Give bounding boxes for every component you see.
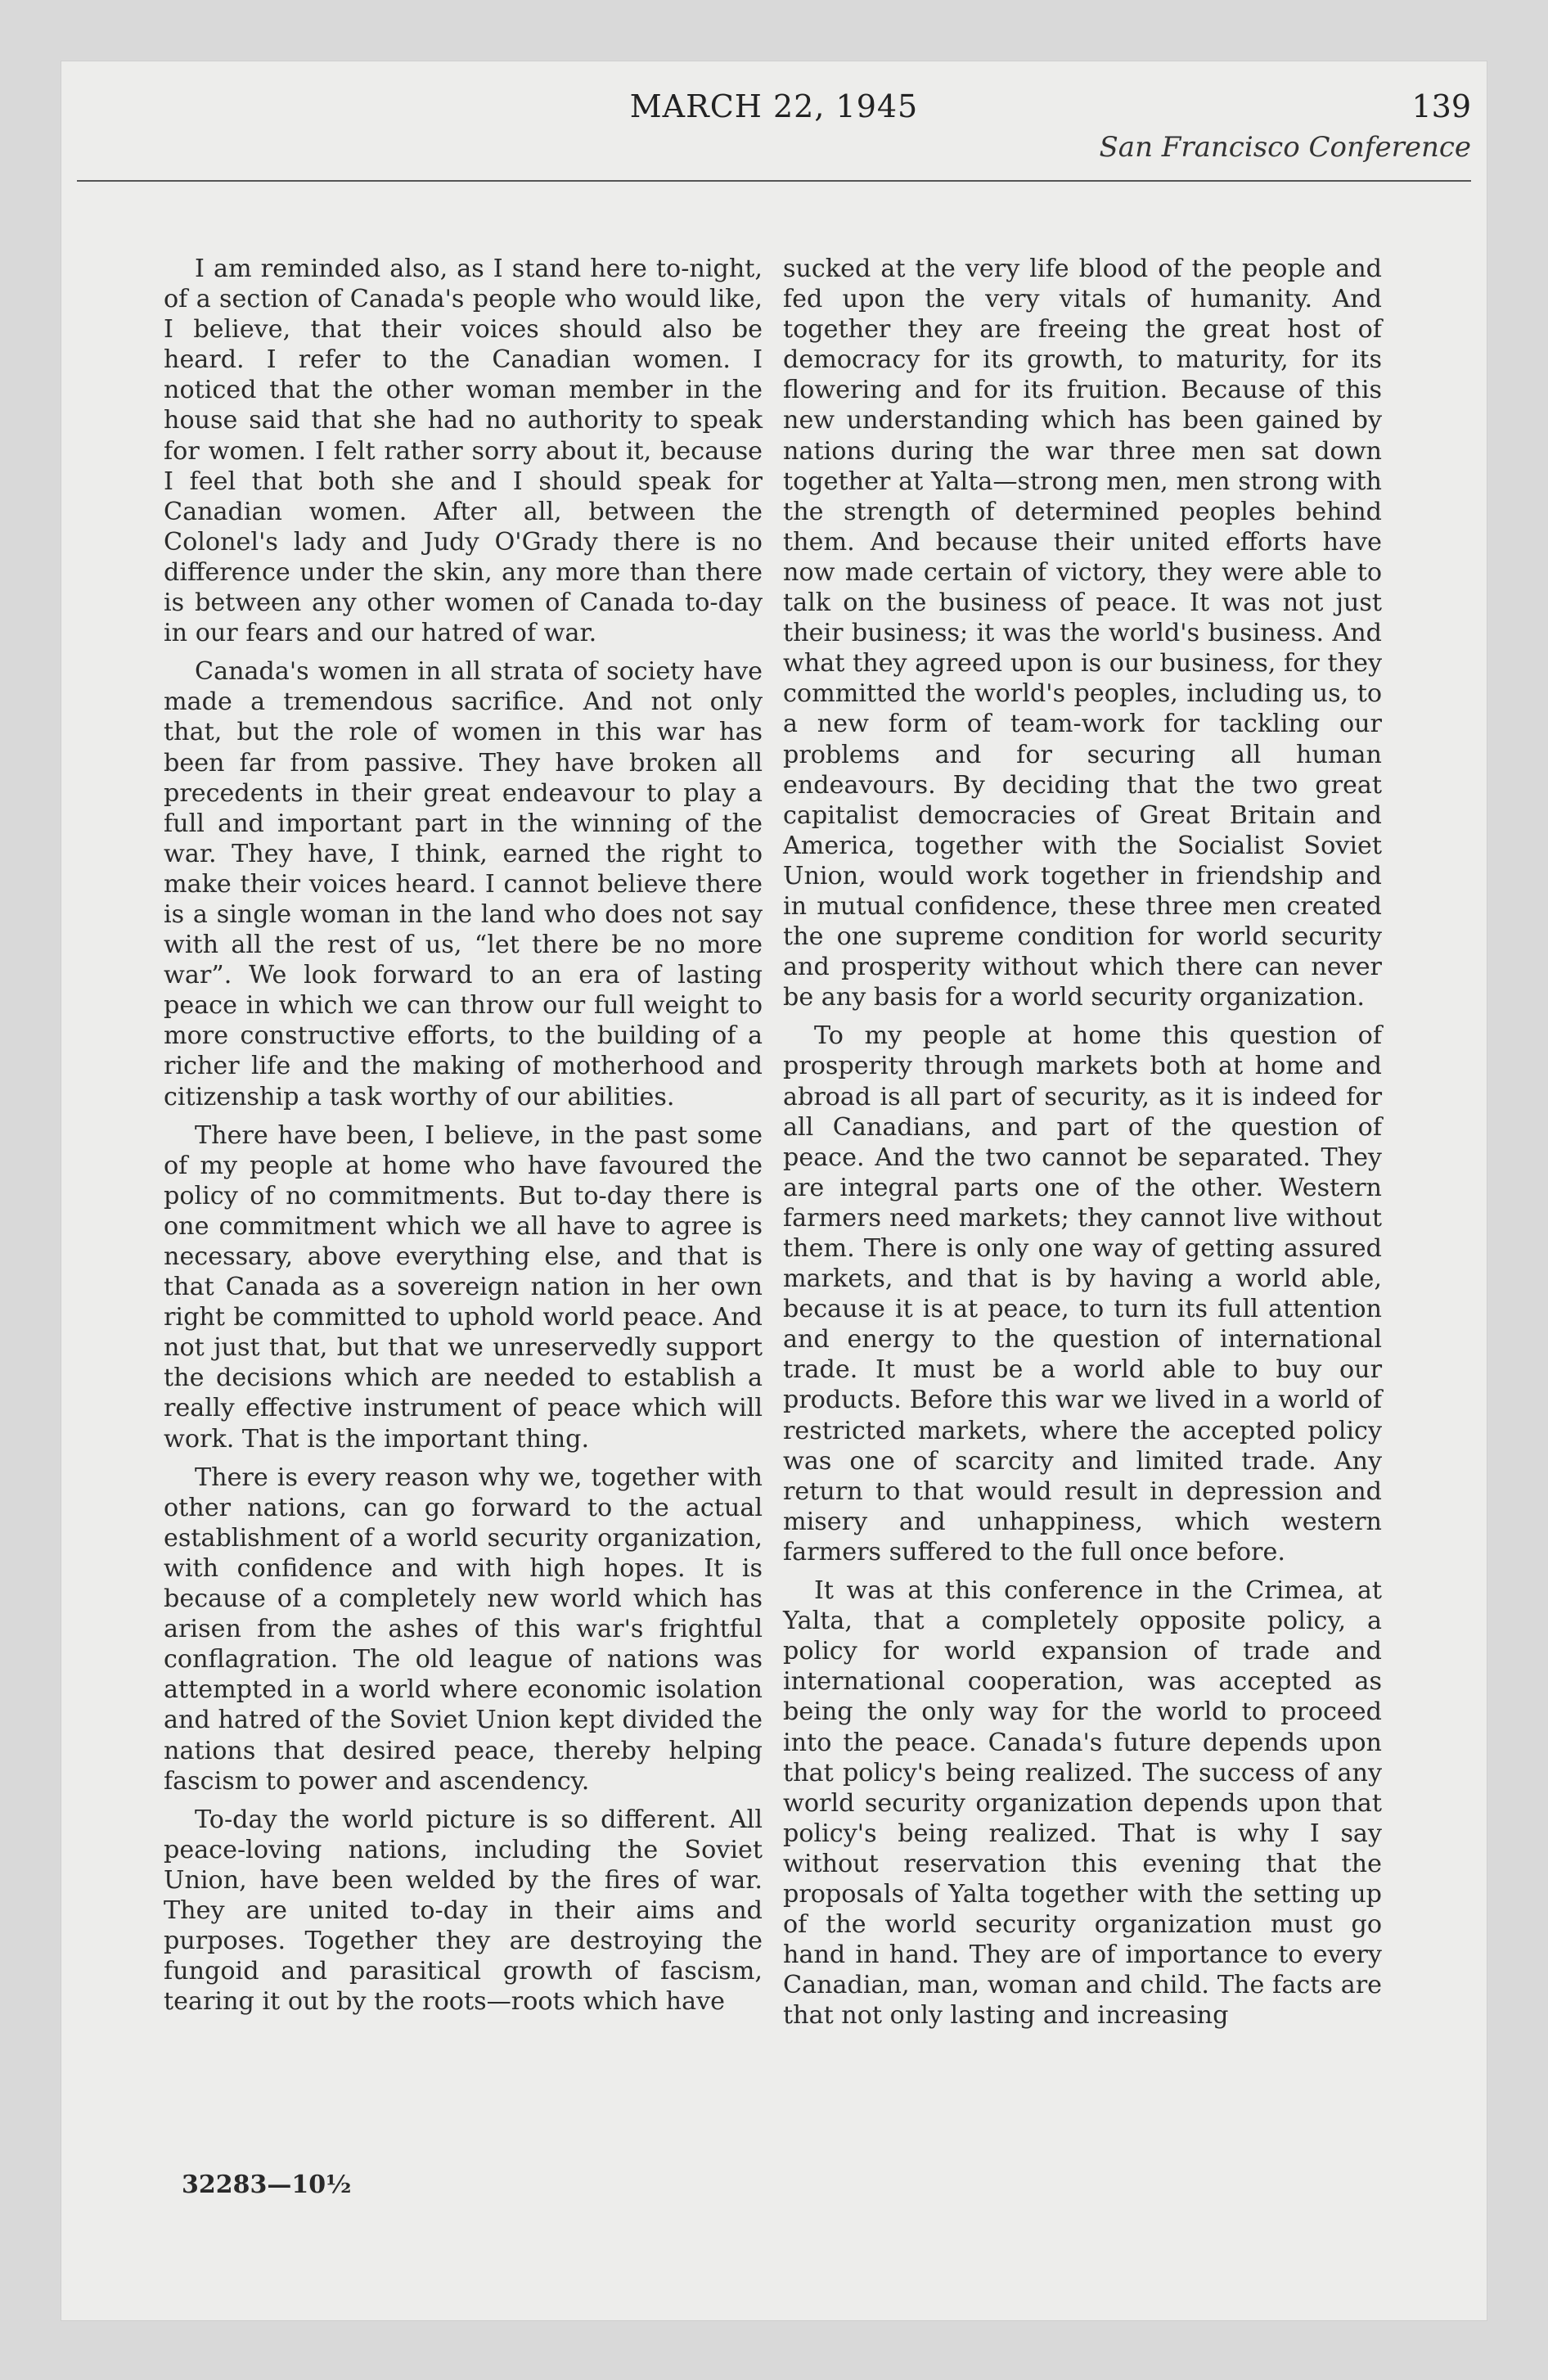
left-column <box>164 254 763 2025</box>
page-date-title: MARCH 22, 1945 <box>629 88 919 124</box>
paragraph: To my people at home this question of prosperity through markets both at home and abroad is all part of security, as it is indeed for all Canadians, and part of the question of peace. And the two cannot be separated. They are integral parts one of the other. Western farmers need markets; they cannot live without them. There is only one way of getting assured markets, and that is by having a world able, because it is at peace, to turn its full attention and energy to the question of international trade. It must be a world able to buy our products. Before this war we lived in a world of restricted markets, where the accepted policy was one of scarcity and limited trade. Any return to that would result in depression and misery and unhappiness, which western farmers suffered to the full once before. <box>783 1021 1382 1566</box>
paragraph: I am reminded also, as I stand here to-night, of a section of Canada's people who would like, I believe, that their voices should also be heard. I refer to the Canadian women. I noticed that the other woman member in the house said that she had no authority to speak for women. I felt rather sorry about it, because I feel that both she and I should speak for Canadian women. After all, between the Colonel's lady and Judy O'Grady there is no difference under the skin, any more than there is between any other women of Canada to-day in our fears and our hatred of war. <box>164 255 763 648</box>
header-rule <box>77 180 1471 182</box>
paragraph: Canada's women in all strata of society have made a tremendous sacrifice. And not only that, but the role of women in this war has been far from passive. They have broken all precedents in their great endeavour to play a full and important part in the winning of the war. They have, I think, earned the right to make their voices heard. I cannot believe there is a single woman in the land who does not say with all the rest of us, “let there be no more war”. We look forward to an era of lasting peace in which we can throw our full weight to more constructive efforts, to the building of a richer life and the making of motherhood and citizenship a task worthy of our abilities. <box>164 657 763 1111</box>
page-number: 139 <box>1411 88 1471 124</box>
running-subtitle: San Francisco Conference <box>1099 131 1471 164</box>
page-header <box>77 88 1471 219</box>
paragraph: There is every reason why we, together with other nations, can go forward to the actual establishment of a world security organization, with confidence and with high hopes. It is because of a completely new world which has arisen from the ashes of this war's frightful conflagration. The old league of nations was attempted in a world where economic isolation and hatred of the Soviet Union kept divided the nations that desired peace, thereby helping fascism to power and ascendency. <box>164 1463 763 1796</box>
right-column <box>783 254 1382 2039</box>
paragraph: To-day the world picture is so different. All peace-loving nations, including the Soviet Union, have been welded by the fires of war. They are united to-day in their aims and purposes. Together they are destroying the fungoid and parasitical growth of fascism, tearing it out by the roots—roots which have <box>164 1805 763 2017</box>
paragraph-continued: sucked at the very life blood of the people and fed upon the very vitals of humanity. And together they are freeing the great host of democracy for its growth, to maturity, for its flowering and for its fruition. Because of this new understanding which has been gained by nations during the war three men sat down together at Yalta—strong men, men strong with the strength of determined peoples behind them. And because their united efforts have now made certain of victory, they were able to talk on the business of peace. It was not just their business; it was the world's business. And what they agreed upon is our business, for they committed the world's peoples, including us, to a new form of team-work for tackling our problems and for securing all human endeavours. By deciding that the two great capitalist democracies of Great Britain and America, together with the Socialist Soviet Union, would work together in friendship and in mutual confidence, these three men created the one supreme condition for world security and prosperity without which there can never be any basis for a world security organization. <box>783 255 1382 1012</box>
paragraph: There have been, I believe, in the past some of my people at home who have favoured the policy of no commitments. But to-day there is one commitment which we all have to agree is necessary, above everything else, and that is that Canada as a sovereign nation in her own right be committed to uphold world peace. And not just that, but that we unreservedly support the decisions which are needed to establish a really effective instrument of peace which will work. That is the important thing. <box>164 1120 763 1454</box>
printer-signature: 32283—10½ <box>182 2170 352 2199</box>
paragraph: It was at this conference in the Crimea, at Yalta, that a completely opposite policy, a policy for world expansion of trade and international cooperation, was accepted as being the only way for the world to proceed into the peace. Canada's future depends upon that policy's being realized. The success of any world security organization depends upon that policy's being realized. That is why I say without reservation this evening that the proposals of Yalta together with the setting up of the world security organization must go hand in hand. They are of importance to every Canadian, man, woman and child. The facts are that not only lasting and increasing <box>783 1576 1382 2031</box>
